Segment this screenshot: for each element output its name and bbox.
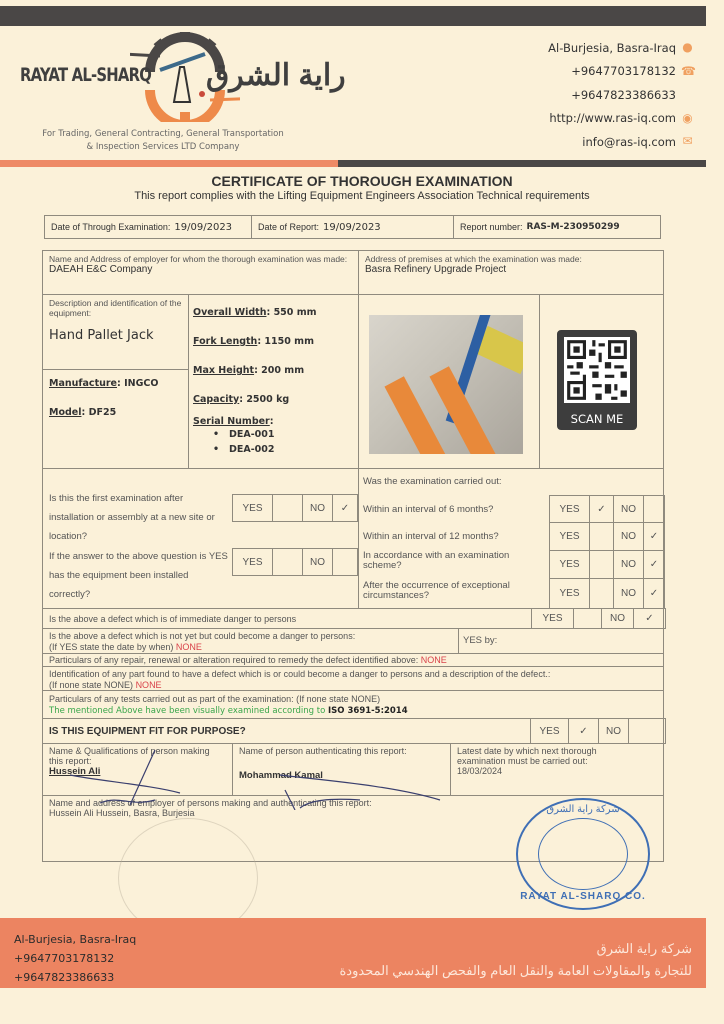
spec-capacity	[193, 385, 354, 414]
stamp-top-text: شركة راية الشرق	[546, 804, 620, 815]
yes-label: YES	[531, 719, 569, 743]
premises-label: Address of premises at which the examination was made:	[365, 254, 582, 264]
contact-text: http://www.ras-iq.com	[549, 111, 676, 126]
report-date-label: Date of Report:	[258, 222, 320, 232]
repair-row	[42, 653, 664, 667]
authenticator-value: Mohammad Kamal	[239, 770, 323, 781]
contact-phone-1[interactable]	[548, 60, 694, 84]
installation-questions-cell	[42, 468, 359, 609]
contact-list	[548, 36, 694, 154]
contact-phone-2[interactable]	[548, 83, 694, 107]
company-logo	[20, 32, 346, 132]
tagline-line-1: For Trading, General Contracting, General Transportation	[42, 129, 284, 139]
no-checkbox[interactable]	[333, 549, 357, 575]
question-first-exam: Is this the first examination after installation or assembly at a new site or location?	[49, 493, 215, 542]
yes-label: YES	[532, 609, 574, 628]
serial-item: • DEA-001	[213, 429, 275, 440]
interval-6m-yes-no	[549, 495, 665, 523]
exceptional-yes-no	[549, 578, 665, 609]
contact-email[interactable]	[548, 130, 694, 154]
no-checkbox[interactable]: ✓	[649, 531, 659, 542]
serial-item: • DEA-002	[213, 444, 275, 455]
employer-of-persons-label: Name and address of employer of persons making and authenticating this report:	[49, 798, 372, 808]
footer-arabic-name: شركة راية الشرق	[596, 941, 692, 956]
company-stamp	[516, 798, 650, 910]
next-exam-cell	[450, 743, 664, 796]
spec-value: : 1150 mm	[257, 336, 314, 347]
tagline-line-2: & Inspection Services LTD Company	[86, 142, 240, 152]
yes-label: YES	[233, 495, 273, 521]
footer-bar	[0, 918, 706, 988]
yes-label: YES	[550, 579, 590, 608]
yes-checkbox[interactable]	[590, 523, 614, 550]
yes-by-label: YES by:	[463, 635, 498, 646]
footer-arabic	[340, 938, 693, 982]
date-bar	[44, 215, 661, 239]
exam-date-label: Date of Through Examination:	[51, 222, 171, 232]
report-date-value: 19/09/2023	[323, 221, 381, 233]
mail-icon: ✉	[682, 134, 693, 149]
question-exceptional: After the occurrence of exceptional circumstances?	[363, 580, 510, 601]
no-label: NO	[614, 551, 644, 578]
footer-phone-1[interactable]: +9647703178132	[14, 952, 115, 965]
report-number-label: Report number:	[460, 222, 523, 232]
yes-checkbox[interactable]	[273, 549, 303, 575]
spec-label: Overall Width	[193, 307, 267, 318]
no-checkbox[interactable]: ✓	[649, 588, 659, 599]
footer-phone-2[interactable]: +9647823386633	[14, 971, 115, 984]
tests-row	[42, 690, 664, 719]
defective-part-row	[42, 666, 664, 691]
no-checkbox[interactable]: ✓	[340, 502, 350, 514]
no-label: NO	[303, 495, 333, 521]
contact-address	[548, 36, 694, 60]
spec-value: : 550 mm	[266, 307, 317, 318]
yes-checkbox[interactable]	[590, 551, 614, 578]
report-maker-value: Hussein Ali	[49, 766, 101, 777]
no-label: NO	[614, 496, 644, 522]
yes-checkbox[interactable]	[273, 495, 303, 521]
company-name-en: RAYAT AL-SHARQ	[20, 64, 152, 86]
exam-date-value: 19/09/2023	[174, 221, 233, 233]
question-6-months: Within an interval of 6 months?	[363, 504, 494, 515]
scan-me-label: SCAN ME	[570, 412, 624, 426]
immediate-danger-yes-no	[531, 608, 666, 629]
equipment-desc-label: Description and identification of the equipment:	[49, 298, 182, 318]
equipment-desc-cell	[42, 294, 189, 370]
yes-label: YES	[550, 523, 590, 550]
serial-value: DEA-002	[229, 444, 275, 455]
location-pin-icon: ●	[682, 40, 693, 55]
future-danger-sub: (If YES state the date by when)	[49, 642, 174, 652]
tests-label: Particulars of any tests carried out as part of the examination: (If none state NONE)	[49, 694, 381, 704]
authenticator-cell	[232, 743, 451, 796]
header-top-bar	[0, 6, 706, 26]
exam-scheme-yes-no	[549, 550, 665, 579]
employer-of-persons-value: Hussein Ali Hussein, Basra, Burjesia	[49, 808, 195, 818]
company-name-ar: راية الشرق	[206, 59, 346, 92]
future-danger-label: Is the above a defect which is not yet but could become a danger to persons:	[49, 631, 356, 641]
no-checkbox[interactable]: ✓	[645, 613, 654, 624]
immediate-danger-label: Is the above a defect which is of immediate danger to persons	[49, 614, 297, 624]
serial-colon: :	[269, 416, 274, 427]
yes-checkbox[interactable]	[574, 609, 602, 628]
footer-contacts	[14, 930, 136, 987]
no-label: NO	[599, 719, 629, 743]
interval-heading: Was the examination carried out:	[363, 476, 502, 487]
globe-icon: ◉	[682, 110, 693, 125]
manufacture-value: : INGCO	[117, 378, 159, 389]
employer-value: DAEAH E&C Company	[49, 264, 153, 275]
spec-max-height	[193, 356, 354, 385]
footer-arabic-desc: للتجارة والمقاولات العامة والنقل العام والفحص الهندسي المحدودة	[339, 963, 692, 978]
question-12-months: Within an interval of 12 months?	[363, 531, 499, 542]
spec-fork-length	[193, 327, 354, 356]
report-date-cell	[252, 216, 454, 238]
defective-part-value: NONE	[135, 680, 162, 690]
first-exam-yes-no	[232, 494, 358, 522]
certificate-title: CERTIFICATE OF THOROUGH EXAMINATION	[211, 173, 513, 189]
report-number-cell	[454, 216, 660, 238]
future-danger-row	[42, 628, 664, 654]
yes-checkbox[interactable]	[590, 579, 614, 608]
qr-code[interactable]	[557, 330, 637, 430]
premises-cell	[358, 250, 664, 295]
manufacturer-cell	[42, 369, 189, 469]
no-label: NO	[303, 549, 333, 575]
question-exam-scheme: In accordance with an examination scheme?	[363, 550, 510, 571]
installed-correctly-yes-no	[232, 548, 358, 576]
contact-text: info@ras-iq.com	[582, 134, 676, 149]
spec-label: Capacity	[193, 394, 240, 405]
employer-cell	[42, 250, 359, 295]
defective-part-sub: (If none state NONE)	[49, 680, 134, 690]
company-tagline	[0, 128, 326, 154]
model-value: : DF25	[81, 407, 117, 418]
divider-dark	[338, 160, 706, 167]
no-checkbox[interactable]	[644, 496, 664, 522]
no-label: NO	[602, 609, 634, 628]
spec-value: : 200 mm	[254, 365, 305, 376]
serial-value: DEA-001	[229, 429, 275, 440]
equipment-name: Hand Pallet Jack	[49, 328, 154, 343]
contact-website[interactable]	[548, 107, 694, 131]
no-label: NO	[614, 579, 644, 608]
manufacture-label: Manufacture	[49, 378, 117, 389]
yes-checkbox[interactable]: ✓	[569, 719, 599, 743]
footer-address: Al-Burjesia, Basra-Iraq	[14, 933, 137, 946]
contact-text: +9647703178132	[571, 64, 676, 79]
spec-overall-width	[193, 298, 354, 327]
contact-text: Al-Burjesia, Basra-Iraq	[548, 40, 676, 55]
authenticator-label: Name of person authenticating this report:	[239, 746, 407, 756]
model-label: Model	[49, 407, 82, 418]
yes-label: YES	[550, 496, 590, 522]
employer-label: Name and Address of employer for whom the thorough examination was made:	[49, 254, 348, 264]
equipment-photo	[369, 315, 523, 454]
yes-checkbox[interactable]: ✓	[590, 496, 614, 522]
repair-value: NONE	[420, 655, 447, 665]
yes-label: YES	[233, 549, 273, 575]
certificate-subtitle: This report complies with the Lifting Equipment Engineers Association Technical requirements	[134, 190, 590, 202]
report-number-value: RAS-M-230950299	[526, 222, 620, 232]
no-checkbox[interactable]	[629, 719, 665, 743]
spec-label: Fork Length	[193, 336, 258, 347]
defective-part-label: Identification of any part found to have a defect which is or could become a danger to persons and a description of the defect.:	[49, 669, 551, 679]
serial-label: Serial Number	[193, 416, 270, 427]
future-danger-value: NONE	[175, 642, 202, 652]
no-checkbox[interactable]: ✓	[649, 559, 659, 570]
serial-number-block	[193, 416, 354, 457]
spec-value: : 2500 kg	[239, 394, 290, 405]
qr-pattern-icon	[564, 337, 630, 403]
no-label: NO	[614, 523, 644, 550]
yes-label: YES	[550, 551, 590, 578]
divider-orange	[0, 160, 338, 167]
next-exam-label: Latest date by which next thorough examination must be carried out:	[457, 746, 597, 766]
stamp-bottom-text: RAYAT AL-SHARQ CO.	[520, 891, 646, 902]
spec-label: Max Height	[193, 365, 255, 376]
tests-standard: ISO 3691-5:2014	[328, 706, 408, 716]
tests-value: The mentioned Above have been visually examined according to	[49, 706, 326, 716]
report-maker-label: Name & Qualifications of person making this report:	[49, 746, 210, 766]
phone-icon: ☎	[681, 63, 696, 78]
report-maker-cell	[42, 743, 233, 796]
contact-text: +9647823386633	[571, 87, 676, 102]
fit-for-purpose-yes-no	[530, 718, 666, 744]
interval-12m-yes-no	[549, 522, 665, 551]
next-exam-value: 18/03/2024	[457, 766, 503, 776]
fit-for-purpose-label: IS THIS EQUIPMENT FIT FOR PURPOSE?	[49, 726, 246, 737]
equipment-specs-cell	[188, 294, 359, 469]
premises-value: Basra Refinery Upgrade Project	[365, 264, 507, 275]
repair-label: Particulars of any repair, renewal or alteration required to remedy the defect identified above:	[49, 655, 419, 665]
exam-date-cell	[45, 216, 252, 238]
question-installed-correctly: If the answer to the above question is YES has the equipment been installed correctly?	[49, 551, 228, 600]
